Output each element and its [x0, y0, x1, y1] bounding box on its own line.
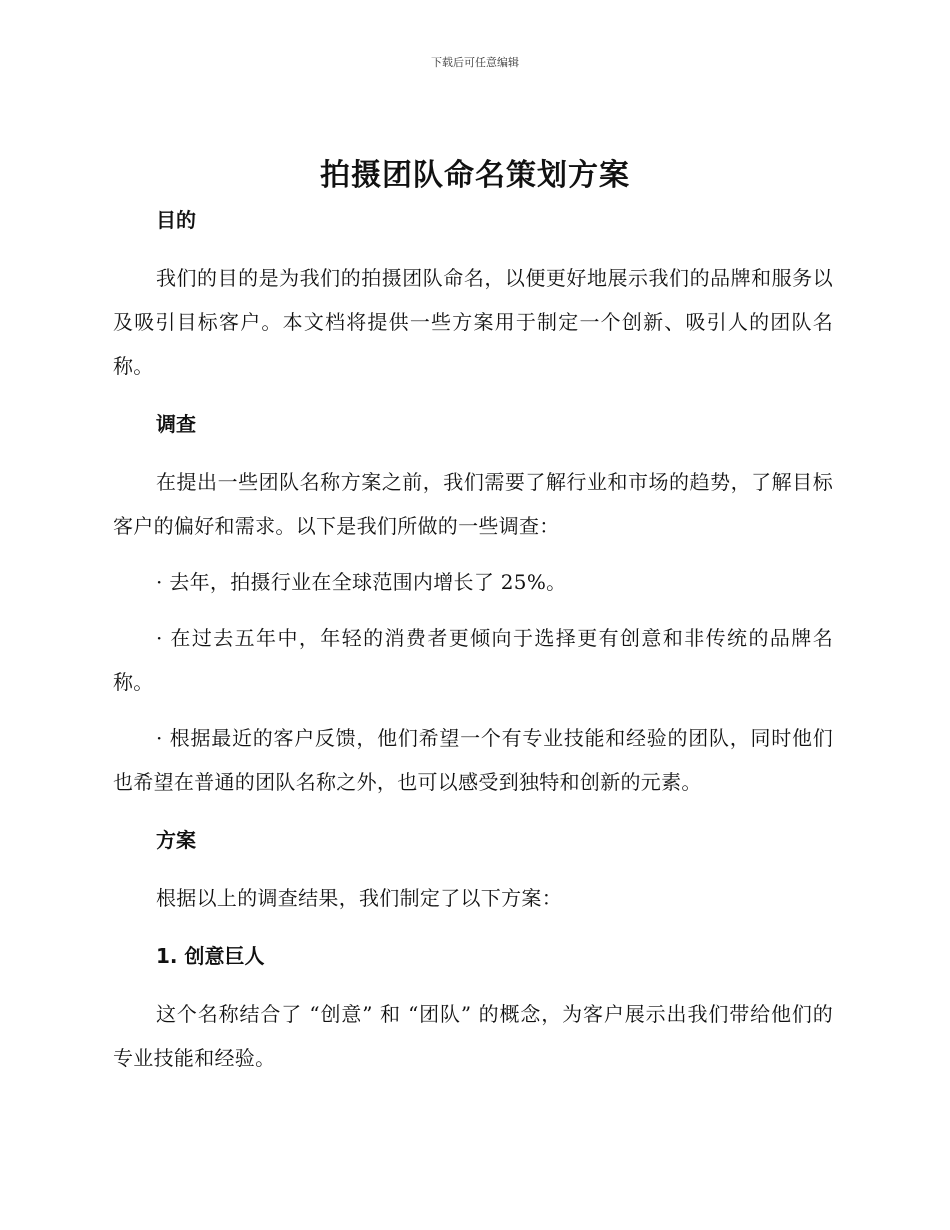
paragraph-plan-intro: 根据以上的调查结果，我们制定了以下方案：: [156, 886, 562, 910]
bullet-item: · 根据最近的客户反馈，他们希望一个有专业技能和经验的团队，同时他们也希望在普通的团队名称之外，也可以感受到独特和创新的元素。: [113, 726, 833, 794]
document-body: [113, 202, 833, 1092]
header-note: 下载后可任意编辑: [431, 56, 519, 69]
section-heading-purpose: 目的: [156, 208, 196, 232]
document-title: 拍摄团队命名策划方案: [320, 158, 630, 193]
bullet-item: · 去年，拍摄行业在全球范围内增长了 25%。: [156, 570, 567, 594]
paragraph-option-1: 这个名称结合了 “创意” 和 “团队” 的概念，为客户展示出我们带给他们的专业技能和经验。: [113, 1002, 833, 1070]
section-heading-research: 调查: [156, 412, 196, 436]
section-heading-plan: 方案: [156, 828, 196, 852]
section-heading-option-1: 1. 创意巨人: [156, 944, 265, 968]
bullet-item: · 在过去五年中，年轻的消费者更倾向于选择更有创意和非传统的品牌名称。: [113, 626, 833, 694]
paragraph-research-intro: 在提出一些团队名称方案之前，我们需要了解行业和市场的趋势，了解目标客户的偏好和需求。以下是我们所做的一些调查：: [113, 470, 833, 538]
paragraph-purpose: 我们的目的是为我们的拍摄团队命名，以便更好地展示我们的品牌和服务以及吸引目标客户。本文档将提供一些方案用于制定一个创新、吸引人的团队名称。: [113, 266, 833, 378]
